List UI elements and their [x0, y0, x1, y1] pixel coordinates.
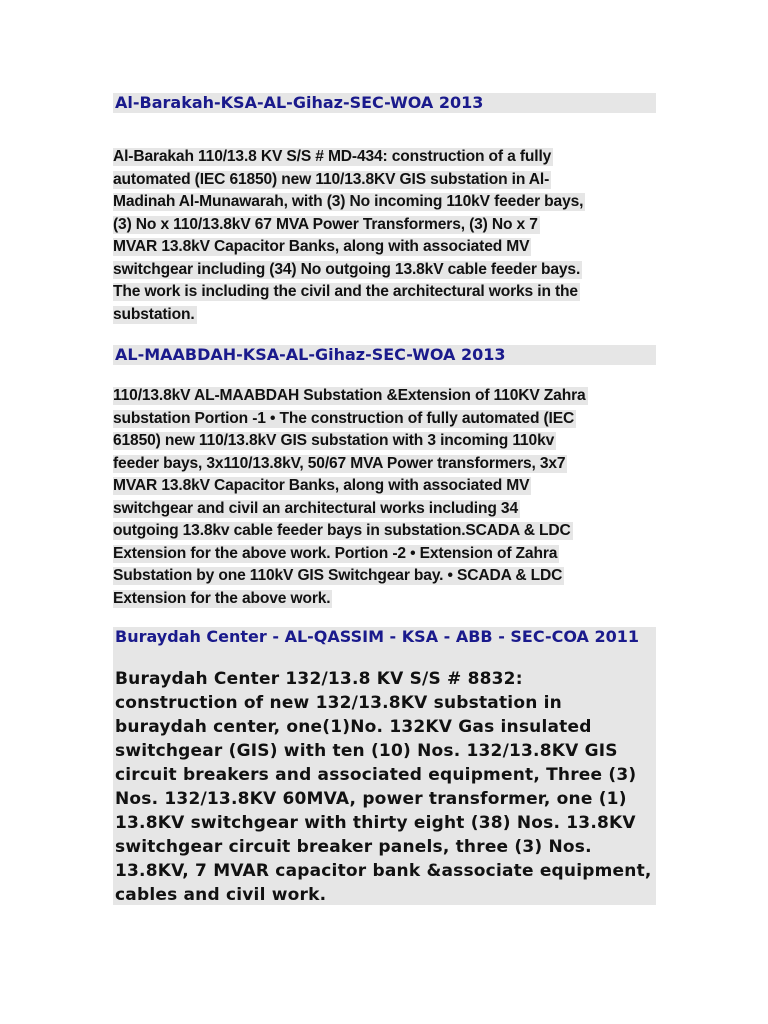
body-line: Madinah Al-Munawarah, with (3) No incoming 110kV feeder bays, — [113, 193, 584, 210]
body-line: automated (IEC 61850) new 110/13.8KV GIS substation in Al- — [113, 170, 550, 188]
body-line: MVAR 13.8kV Capacitor Banks, along with associated MV — [113, 477, 530, 494]
body-line: 110/13.8kV AL-MAABDAH Substation &Extension of 110KV Zahra — [113, 387, 586, 404]
section-title-al-barakah: Al-Barakah-KSA-AL-Gihaz-SEC-WOA 2013 — [113, 93, 656, 113]
body-line: buraydah center, one(1)No. 132KV Gas insulated — [115, 717, 592, 737]
body-line: cables and civil work. — [115, 885, 327, 905]
body-line: 61850) new 110/13.8kV GIS substation with 3 incoming 110kv — [113, 432, 555, 449]
section-body-buraydah-center — [113, 657, 656, 905]
section-body-al-barakah — [113, 146, 656, 326]
body-line: The work is including the civil and the architectural works in the — [113, 283, 578, 300]
body-line: substation Portion -1 • The construction of fully automated (IEC — [113, 409, 575, 427]
body-line: switchgear circuit breaker panels, three (3) Nos. — [115, 837, 592, 857]
body-line: switchgear (GIS) with ten (10) Nos. 132/13.8KV GIS — [115, 741, 618, 761]
section-body-al-maabdah — [113, 385, 656, 610]
body-line: 13.8KV, 7 MVAR capacitor bank &associate equipment, — [115, 861, 652, 881]
body-line: 13.8KV switchgear with thirty eight (38) Nos. 13.8KV — [115, 813, 636, 833]
body-line: circuit breakers and associated equipment, Three (3) — [115, 765, 637, 785]
body-line: switchgear and civil an architectural works including 34 — [113, 499, 518, 517]
body-line: construction of new 132/13.8KV substation in — [115, 693, 562, 713]
body-line: Al-Barakah 110/13.8 KV S/S # MD-434: construction of a fully — [113, 148, 552, 165]
body-line: outgoing 13.8kv cable feeder bays in substation.SCADA & LDC — [113, 522, 571, 539]
body-line: Buraydah Center 132/13.8 KV S/S # 8832: — [115, 669, 523, 689]
body-line: substation. — [113, 305, 195, 323]
body-line: Substation by one 110kV GIS Switchgear bay. • SCADA & LDC — [113, 567, 563, 584]
body-line: Nos. 132/13.8KV 60MVA, power transformer, one (1) — [115, 789, 627, 809]
section-title-al-maabdah: AL-MAABDAH-KSA-AL-Gihaz-SEC-WOA 2013 — [113, 345, 656, 365]
body-line: switchgear including (34) No outgoing 13.8kV cable feeder bays. — [113, 260, 581, 278]
body-line: (3) No x 110/13.8kV 67 MVA Power Transformers, (3) No x 7 — [113, 215, 538, 233]
body-line: Extension for the above work. Portion -2 • Extension of Zahra — [113, 544, 558, 562]
body-line: feeder bays, 3x110/13.8kV, 50/67 MVA Power transformers, 3x7 — [113, 454, 566, 472]
body-line: Extension for the above work. — [113, 589, 331, 607]
body-line: MVAR 13.8kV Capacitor Banks, along with associated MV — [113, 238, 530, 255]
section-title-buraydah-center: Buraydah Center - AL-QASSIM - KSA - ABB - SEC-COA 2011 — [113, 627, 656, 657]
